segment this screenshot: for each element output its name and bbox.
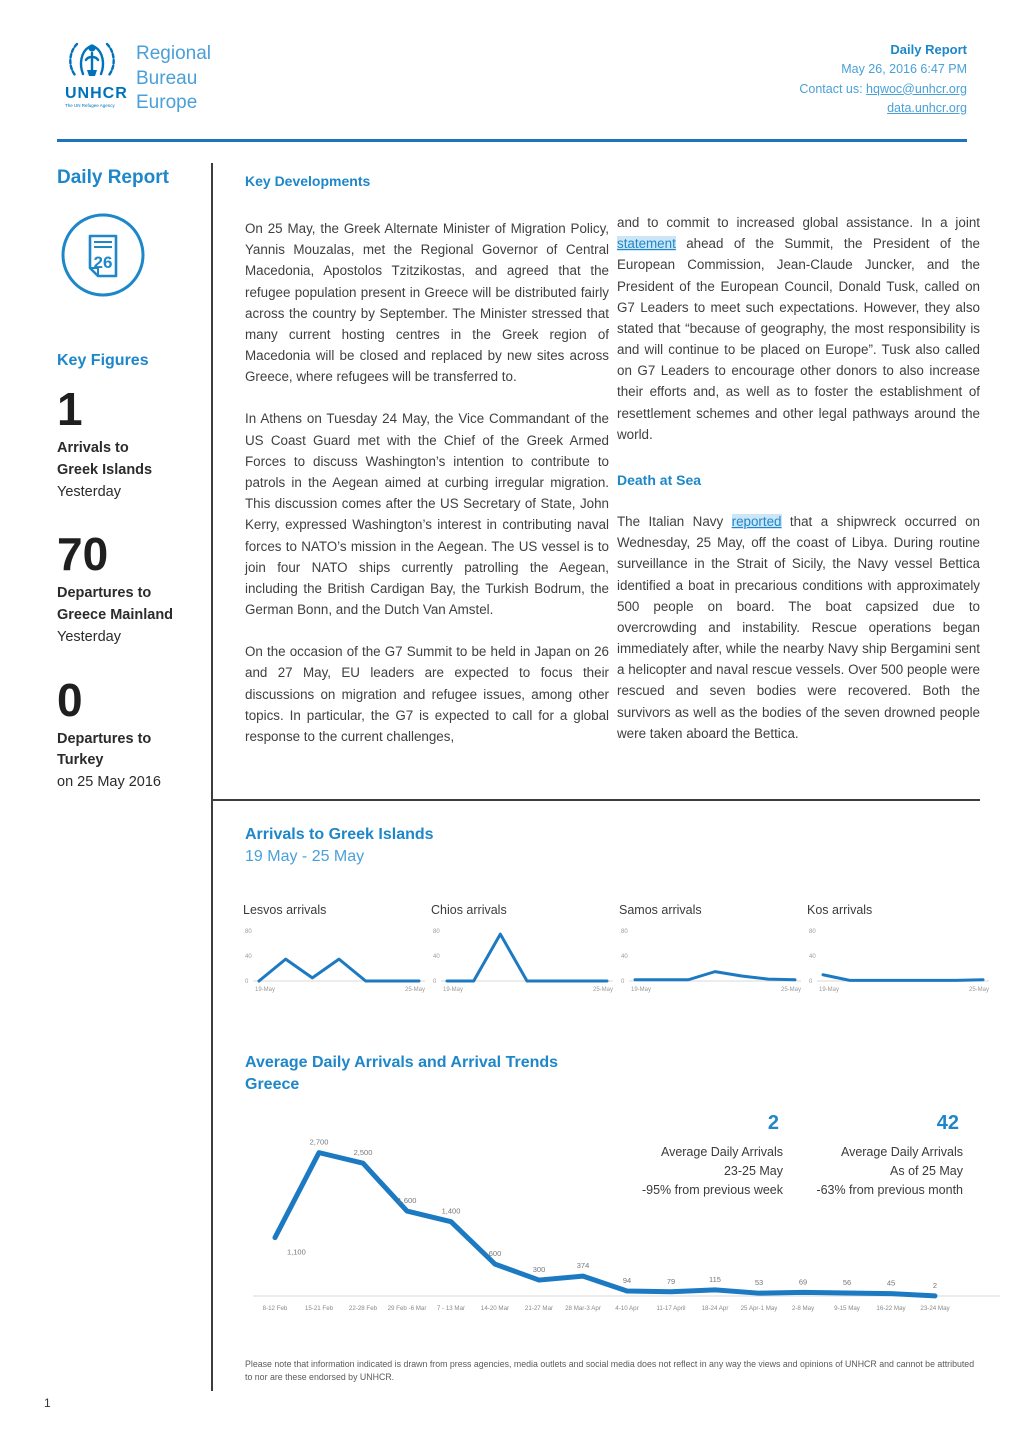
chart-title: Kos arrivals [807,903,873,917]
svg-text:0: 0 [245,979,249,985]
svg-text:40: 40 [621,954,628,960]
svg-text:25-May: 25-May [404,987,425,993]
figure-value: 70 [57,528,109,581]
svg-text:40: 40 [245,954,252,960]
svg-text:53: 53 [754,1278,764,1288]
svg-text:15-21 Feb: 15-21 Feb [304,1305,334,1312]
svg-text:21-27 Mar: 21-27 Mar [524,1305,554,1312]
svg-text:40: 40 [433,954,440,960]
stat-caption: Average Daily Arrivals As of 25 May -63% from previous month [816,1145,963,1197]
figure-value: 1 [57,383,83,435]
svg-text:8-12 Feb: 8-12 Feb [262,1305,288,1312]
key-figures-title: Key Figures [57,352,149,369]
disclaimer: Please note that information indicated is drawn from press agencies, media outlets and social media does not reflect in any way the views and opinions of UNHCR and cannot be attributed to nor are these endorsed by UNHCR. [245,1359,975,1383]
stat-value: 2 [767,1112,779,1134]
vertical-divider [211,163,213,1391]
report-datetime: May 26, 2016 6:47 PM [841,62,967,77]
chart-title: Lesvos arrivals [243,903,327,917]
header-meta [799,40,967,118]
contact-line: Contact us: hqwoc@unhcr.org [799,81,967,96]
figure-caption: Departures to Turkey on 25 May 2016 [57,730,161,790]
page-number: 1 [44,1396,51,1410]
svg-text:19-May: 19-May [819,987,840,993]
contact-email-link[interactable]: hqwoc@unhcr.org [866,81,967,96]
report-title: Daily Report [890,42,967,57]
svg-text:80: 80 [433,929,440,935]
org-name: Regional Bureau Europe [136,43,211,114]
svg-text:4-10 Apr: 4-10 Apr [615,1305,639,1312]
svg-text:23-24 May: 23-24 May [920,1305,950,1312]
spark-chart-lesvos [243,903,428,1004]
stat-caption: Average Daily Arrivals 23-25 May -95% from previous week [641,1145,783,1197]
svg-text:25 Apr-1 May: 25 Apr-1 May [740,1305,778,1312]
svg-text:16-22 May: 16-22 May [876,1305,906,1312]
islands-subtitle: 19 May - 25 May [245,847,365,865]
svg-text:11-17 April: 11-17 April [656,1305,686,1312]
svg-text:94: 94 [622,1276,632,1286]
spark-chart-samos [619,903,804,1004]
svg-text:9-15 May: 9-15 May [834,1305,860,1312]
paragraph: On 25 May, the Greek Alternate Minister of Migration Policy, Yannis Mouzalas, met the Regional Governor of Central Macedonia, Apostolos Tzitzikostas, and agreed that the refugee population present in Greece will be distributed fairly across the country by September. The Minister stressed that many current hosting centres in the Greek region of Macedonia will be closed and replaced by new sites across Greece, where refugees will be transferred to. [245,221,609,385]
svg-text:79: 79 [666,1276,676,1286]
unhcr-emblem-icon [65,36,119,86]
trends-subtitle: Greece [245,1075,300,1093]
sidebar-title: Daily Report [57,167,169,188]
svg-text:2-8 May: 2-8 May [791,1305,815,1312]
svg-text:2: 2 [932,1280,938,1290]
samos-line-chart [619,921,804,999]
svg-text:69: 69 [798,1277,808,1287]
svg-text:25-May: 25-May [968,987,989,993]
chart-title: Samos arrivals [619,903,702,917]
svg-text:19-May: 19-May [255,987,276,993]
reported-link[interactable]: reported [731,514,782,529]
key-figure-departures-turkey [57,673,207,794]
statement-link[interactable]: statement [617,236,676,252]
paragraph: and to commit to increased global assistance. In a joint statement ahead of the Summit, the President of the European Commission, Jean-Claude Juncker, and the President of the European Council, Donald Tusk, called on G7 Leaders to meet such expectations. However, they also stated that “because of geography, the most responsibility is and will continue to be placed on Europe”. Tusk also called on G7 Leaders to encourage other donors to also increase their efforts and, as well as to foster the establishment of resettlement schemes and other legal pathways around the world. [617,215,980,442]
svg-text:22-28 Feb: 22-28 Feb [348,1305,378,1312]
spark-chart-kos [807,903,992,1004]
svg-text:18-24 Apr: 18-24 Apr [701,1305,729,1312]
svg-text:2,700: 2,700 [309,1137,329,1147]
stat-value: 42 [936,1112,959,1134]
logo-tagline: The UN Refugee Agency [65,103,115,108]
lesvos-line-chart [243,921,428,999]
logo-wordmark: UNHCR [65,85,128,102]
svg-text:26: 26 [93,253,113,272]
svg-text:25-May: 25-May [780,987,801,993]
key-figure-departures-mainland [57,528,207,648]
svg-text:14-20 Mar: 14-20 Mar [480,1305,510,1312]
figure-caption: Departures to Greece Mainland Yesterday [57,585,174,645]
key-developments-col-left [245,170,609,768]
key-figure-arrivals [57,383,207,503]
figure-caption: Arrivals to Greek Islands Yesterday [57,440,153,500]
islands-section-header [245,824,434,867]
svg-text:25-May: 25-May [592,987,613,993]
svg-text:1,400: 1,400 [441,1206,461,1216]
key-developments-title: Key Developments [245,173,371,189]
section-divider [211,799,980,801]
data-portal-link[interactable]: data.unhcr.org [887,100,967,115]
paragraph: In Athens on Tuesday 24 May, the Vice Commandant of the US Coast Guard met with the Chief of the Greek Armed Forces to discuss Washington’s intention to contribute to patrols in the Aegean aimed at curbing irregular migration. This discussion comes after the US Secretary of State, John Kerry, expressed Washington’s interest in contributing naval forces to NATO’s mission in the Aegean. The US vessel is to join four NATO ships currently patrolling the Aegean, including the British Cardigan Bay, the Turkish Bodrum, the German Bonn, and the Dutch Van Amstel. [245,411,609,618]
svg-text:45: 45 [886,1278,896,1288]
svg-text:0: 0 [433,979,437,985]
svg-text:7 - 13 Mar: 7 - 13 Mar [436,1305,466,1312]
svg-text:19-May: 19-May [443,987,464,993]
svg-text:19-May: 19-May [631,987,652,993]
svg-text:2,500: 2,500 [353,1148,373,1158]
svg-text:600: 600 [488,1249,502,1259]
svg-text:1,600: 1,600 [397,1196,417,1206]
header-rule [57,139,967,142]
calendar-icon [59,211,147,299]
svg-text:40: 40 [809,954,816,960]
svg-text:0: 0 [809,979,813,985]
kos-line-chart [807,921,992,999]
death-at-sea-title: Death at Sea [617,471,702,488]
figure-value: 0 [57,673,83,726]
svg-text:80: 80 [621,929,628,935]
trends-title: Average Daily Arrivals and Arrival Trends [245,1054,559,1071]
trends-section-header [245,1052,558,1095]
spark-chart-chios [431,903,616,1004]
svg-text:115: 115 [709,1274,721,1284]
chios-line-chart [431,921,616,999]
svg-text:80: 80 [245,929,252,935]
chart-title: Chios arrivals [431,903,507,917]
island-charts-row [243,903,992,1004]
islands-title: Arrivals to Greek Islands [245,826,434,843]
svg-text:80: 80 [809,929,816,935]
svg-text:29 Feb -6 Mar: 29 Feb -6 Mar [387,1305,427,1312]
key-developments-col-right [617,170,980,765]
svg-text:28 Mar-3 Apr: 28 Mar-3 Apr [565,1305,601,1312]
svg-text:56: 56 [842,1278,852,1288]
sidebar [57,167,207,794]
svg-text:300: 300 [532,1265,546,1275]
svg-text:0: 0 [621,979,625,985]
svg-text:374: 374 [576,1261,590,1271]
paragraph: The Italian Navy reported that a shipwreck occurred on Wednesday, 25 May, off the coast of Libya. During routine surveillance in the Strait of Sicily, the Navy vessel Bettica identified a boat in precarious conditions with approximately 500 people on board. The boat capsized due to overcrowding and instability. Rescue operations began immediately after, while the nearby Navy ship Bergamini sent a helicopter and naval rescue vessels. Over 500 people were rescued and seven bodies were recovered. Both the survivors as well as the bodies of the seven drowned people were taken aboard the Bettica. [617,514,980,741]
stat-monthly-average [788,1112,963,1199]
paragraph: On the occasion of the G7 Summit to be held in Japan on 26 and 27 May, EU leaders are expected to focus their discussions on migration and refugee issues, among other topics. In particular, the G7 is expected to call for a global response to the current challenges, [245,644,609,744]
stat-weekly-average [608,1112,783,1199]
header-logo [65,36,128,108]
svg-text:1,100: 1,100 [287,1247,306,1257]
